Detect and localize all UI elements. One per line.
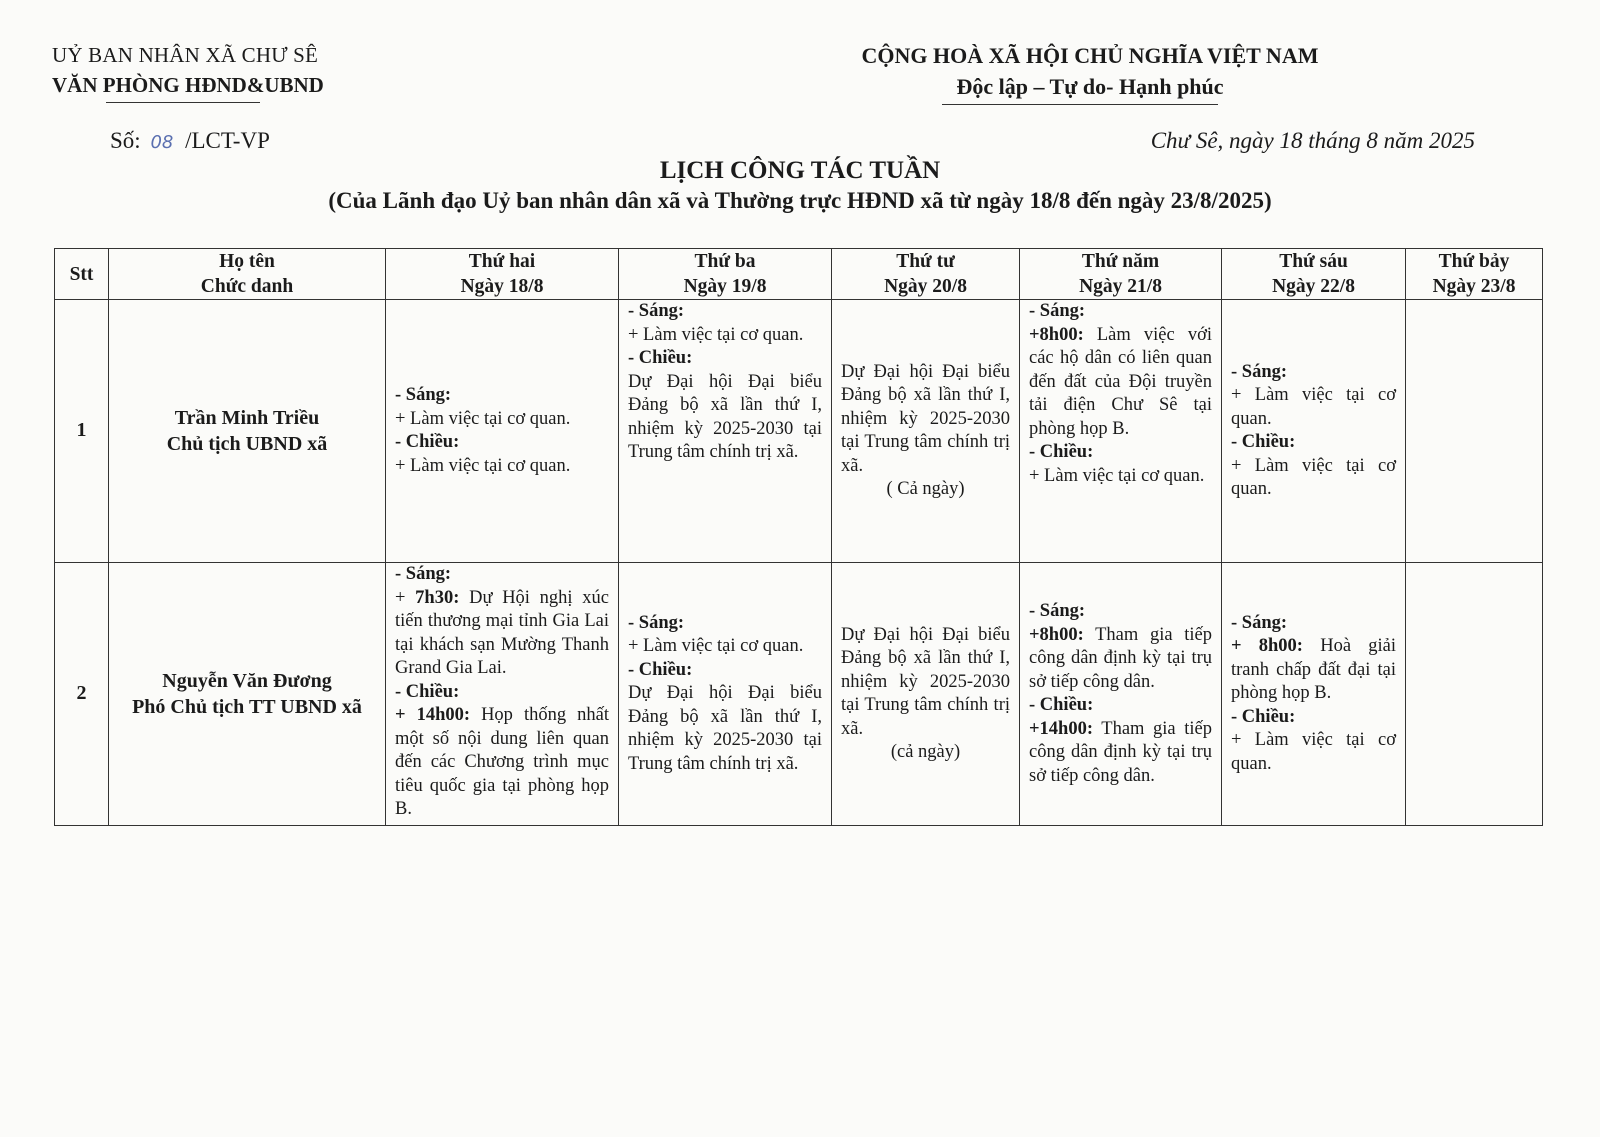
place-date: Chư Sê, ngày 18 tháng 8 năm 2025 bbox=[1150, 128, 1475, 153]
cell-wednesday: Dự Đại hội Đại biểu Đảng bộ xã lần thứ I, nhiệm kỳ 2025-2030 tại Trung tâm chính trị xã. (cả ngày) bbox=[832, 563, 1020, 826]
doc-number-suffix: /LCT-VP bbox=[185, 128, 270, 153]
cell-monday: - Sáng: + Làm việc tại cơ quan. - Chiều: + Làm việc tại cơ quan. bbox=[386, 300, 619, 563]
row-stt: 1 bbox=[55, 300, 109, 563]
motto-underline bbox=[942, 104, 1218, 105]
person-title: Chủ tịch UBND xã bbox=[166, 433, 328, 455]
header-monday: Thứ hai Ngày 18/8 bbox=[386, 249, 619, 300]
header-thursday: Thứ năm Ngày 21/8 bbox=[1020, 249, 1222, 300]
table-row bbox=[55, 563, 1543, 826]
header-stt: Stt bbox=[55, 249, 109, 300]
header-wednesday: Thứ tư Ngày 20/8 bbox=[832, 249, 1020, 300]
cell-wednesday: Dự Đại hội Đại biểu Đảng bộ xã lần thứ I, nhiệm kỳ 2025-2030 tại Trung tâm chính trị xã. ( Cả ngày) bbox=[832, 300, 1020, 563]
doc-number-handwritten: 08 bbox=[150, 132, 174, 153]
header-friday: Thứ sáu Ngày 22/8 bbox=[1222, 249, 1406, 300]
cell-monday: - Sáng: + 7h30: Dự Hội nghị xúc tiến thương mại tỉnh Gia Lai tại khách sạn Mường Thanh Grand Gia Lai. - Chiều: + 14h00: Họp thống nhất một số nội dung liên quan đến các Chương trình mục tiêu quốc gia tại phòng họp B. bbox=[386, 563, 619, 826]
person-name: Nguyễn Văn Đương bbox=[162, 670, 332, 692]
table-header-row bbox=[55, 249, 1543, 300]
cell-tuesday: - Sáng: + Làm việc tại cơ quan. - Chiều: Dự Đại hội Đại biểu Đảng bộ xã lần thứ I, nhiệm kỳ 2025-2030 tại Trung tâm chính trị xã. bbox=[619, 563, 832, 826]
document-number bbox=[110, 128, 270, 154]
header-name: Họ tên Chức danh bbox=[109, 249, 386, 300]
cell-thursday: - Sáng: +8h00: Tham gia tiếp công dân định kỳ tại trụ sở tiếp công dân. - Chiều: +14h00: Tham gia tiếp công dân định kỳ tại trụ sở tiếp công dân. bbox=[1020, 563, 1222, 826]
issuing-agency bbox=[52, 40, 382, 100]
cell-friday: - Sáng: + 8h00: Hoà giải tranh chấp đất đại tại phòng họp B. - Chiều: + Làm việc tại cơ quan. bbox=[1222, 563, 1406, 826]
agency-underline bbox=[106, 102, 260, 103]
schedule-table bbox=[54, 248, 1543, 826]
row-person bbox=[109, 563, 386, 826]
person-title: Phó Chủ tịch TT UBND xã bbox=[132, 696, 362, 718]
agency-name: UỶ BAN NHÂN XÃ CHƯ SÊ bbox=[52, 43, 319, 67]
page-subtitle: (Của Lãnh đạo Uỷ ban nhân dân xã và Thường trực HĐND xã từ ngày 18/8 đến ngày 23/8/2025) bbox=[328, 188, 1272, 213]
cell-friday: - Sáng: + Làm việc tại cơ quan. - Chiều: + Làm việc tại cơ quan. bbox=[1222, 300, 1406, 563]
header-tuesday: Thứ ba Ngày 19/8 bbox=[619, 249, 832, 300]
national-header bbox=[780, 40, 1400, 102]
cell-saturday bbox=[1406, 563, 1543, 826]
country-name: CỘNG HOÀ XÃ HỘI CHỦ NGHĨA VIỆT NAM bbox=[861, 43, 1319, 68]
doc-number-prefix: Số: bbox=[110, 128, 141, 153]
national-motto: Độc lập – Tự do- Hạnh phúc bbox=[956, 74, 1224, 99]
person-name: Trần Minh Triều bbox=[174, 407, 320, 429]
header-saturday: Thứ bảy Ngày 23/8 bbox=[1406, 249, 1543, 300]
row-stt: 2 bbox=[55, 563, 109, 826]
cell-thursday: - Sáng: +8h00: Làm việc với các hộ dân có liên quan đến đất của Đội truyền tải điện Chư Sê tại phòng họp B. - Chiều: + Làm việc tại cơ quan. bbox=[1020, 300, 1222, 563]
table-row bbox=[55, 300, 1543, 563]
cell-saturday bbox=[1406, 300, 1543, 563]
row-person bbox=[109, 300, 386, 563]
page-title: LỊCH CÔNG TÁC TUẦN bbox=[659, 157, 941, 184]
office-name: VĂN PHÒNG HĐND&UBND bbox=[52, 73, 324, 97]
cell-tuesday: - Sáng: + Làm việc tại cơ quan. - Chiều: Dự Đại hội Đại biểu Đảng bộ xã lần thứ I, nhiệm kỳ 2025-2030 tại Trung tâm chính trị xã. bbox=[619, 300, 832, 563]
